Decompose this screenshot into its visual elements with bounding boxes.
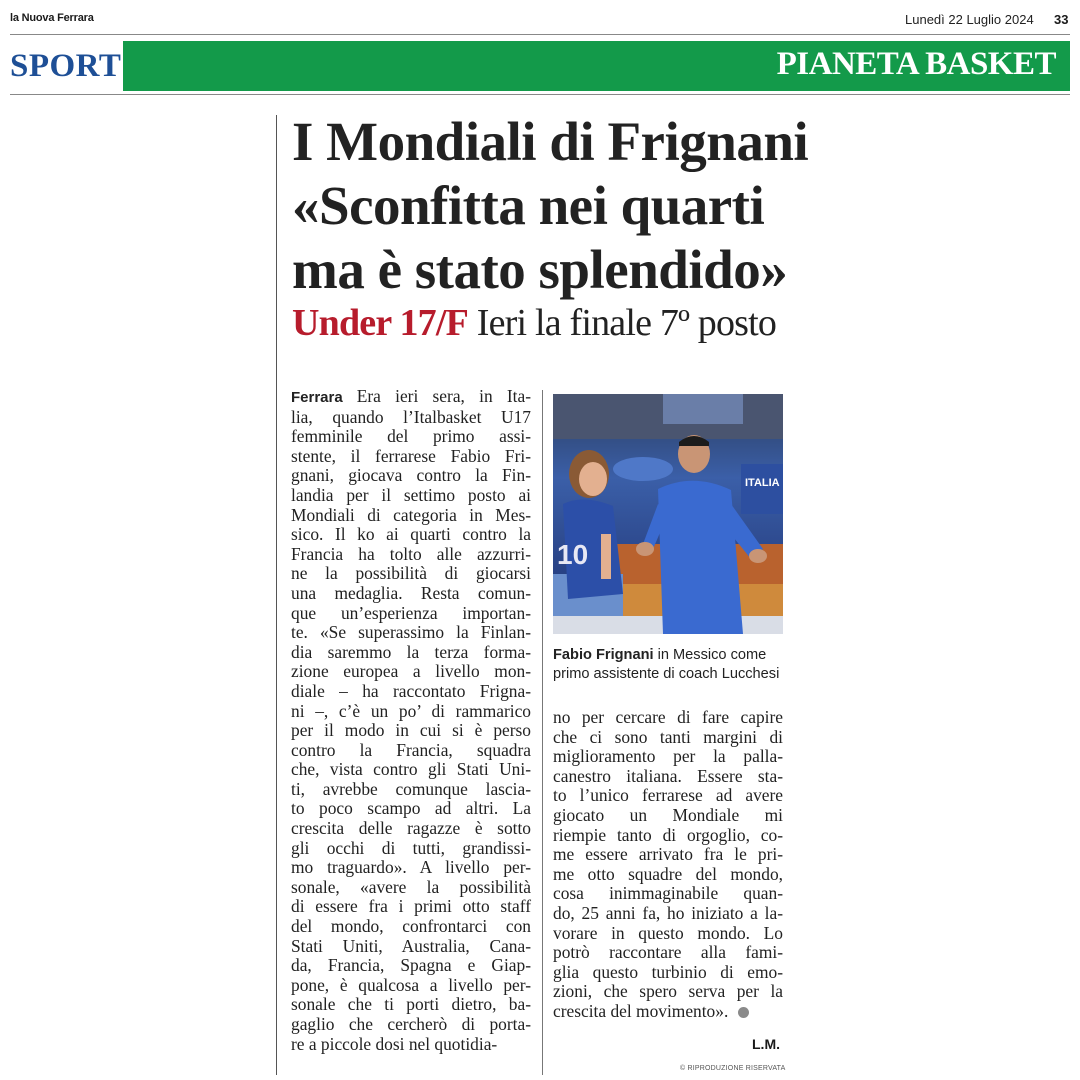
article-line: crescita del movimento». xyxy=(553,1002,783,1022)
article-line: lia, quando l’Italbasket U17 xyxy=(291,406,531,427)
article-line: contro la Francia, squadra xyxy=(291,739,531,760)
article-line: gli occhi di tutti, grandissi- xyxy=(291,837,531,858)
article-line: pone, è qualcosa a livello per- xyxy=(291,974,531,995)
article-line: glia questo turbinio di emo- xyxy=(553,961,783,982)
article-line: femminile del primo assi- xyxy=(291,426,531,447)
article-line: ne la possibilità di giocarsi xyxy=(291,563,531,584)
left-column-rule xyxy=(276,115,277,1075)
page-number: 33 xyxy=(1054,12,1069,27)
masthead: la Nuova Ferrara xyxy=(10,12,94,24)
band-title: PIANETA BASKET xyxy=(776,46,1056,82)
article-line: mo traguardo». A livello per- xyxy=(291,857,531,878)
article-line: per il modo in cui si è perso xyxy=(291,720,531,741)
caption-line: primo assistente di coach Lucchesi xyxy=(553,666,780,682)
article-line: che, vista contro gli Stati Uni- xyxy=(291,759,531,780)
article-line: potrò raccontare alla fami- xyxy=(553,942,783,963)
author-signature: L.M. xyxy=(752,1036,780,1052)
article-column-1 xyxy=(291,387,531,1054)
article-line: zioni, che spero serva per la xyxy=(553,981,783,1002)
article-line: me otto squadre del mondo, xyxy=(553,863,783,884)
article-line: do, 25 anni fa, ho iniziato a la- xyxy=(553,902,783,923)
article-line: che ci sono tanti margini di xyxy=(553,726,783,747)
jersey-text: ITALIA xyxy=(745,477,780,489)
article-line: del mondo, confrontarci con xyxy=(291,916,531,937)
article-line: crescita delle ragazze è sotto xyxy=(291,818,531,839)
middle-column-rule xyxy=(542,390,543,1075)
lead-word: Ferrara xyxy=(291,389,357,406)
caption-text: in Messico come xyxy=(657,647,767,663)
article-line: una medaglia. Resta comun- xyxy=(291,582,531,603)
article-line: ni –, c’è un po’ di rammarico xyxy=(291,700,531,721)
article-photo xyxy=(553,394,783,634)
article-line: dia saremmo la terza forma- xyxy=(291,641,531,662)
headline xyxy=(292,110,809,302)
article-line: sonale, «avere la possibilità xyxy=(291,876,531,897)
issue-date: Lunedì 22 Luglio 2024 xyxy=(905,12,1034,27)
caption-name: Fabio Frignani xyxy=(553,647,654,663)
article-line: sico. Il ko ai quarti contro la xyxy=(291,524,531,545)
article-line: gaglio che cercherò di porta- xyxy=(291,1014,531,1034)
photo-caption xyxy=(553,646,788,684)
article-line: stente, il ferrarese Fabio Fri- xyxy=(291,445,531,466)
article-line: di essere fra i primi otto staff xyxy=(291,896,531,917)
header-bottom-rule xyxy=(10,94,1070,95)
subhead-highlight: Under 17/F xyxy=(292,302,469,344)
article-line: cosa inimmaginabile quan- xyxy=(553,883,783,904)
article-line: sonale che ti porti dietro, ba- xyxy=(291,994,531,1015)
subhead-text: Ieri la finale 7º posto xyxy=(476,302,777,344)
article-line: ti, avrebbe comunque lascia- xyxy=(291,778,531,799)
article-line: to l’unico ferrarese ad avere xyxy=(553,785,783,806)
article-line: giocato un Mondiale mi xyxy=(553,804,783,825)
article-line: to poco scampo ad altri. La xyxy=(291,798,531,819)
article-line: re a piccole dosi nel quotidia- xyxy=(291,1033,498,1054)
article-line: te. «Se superassimo la Finlan- xyxy=(291,622,531,643)
subheadline xyxy=(292,301,776,345)
player-number: 10 xyxy=(557,539,589,570)
article-line: riempie tanto di orgoglio, co- xyxy=(553,824,783,845)
article-line: no per cercare di fare capire xyxy=(553,707,783,727)
article-line: zione europea a livello mon- xyxy=(291,661,531,682)
top-rule xyxy=(10,34,1070,35)
article-line: da, Francia, Spagna e Giap- xyxy=(291,955,531,976)
article-line: Mondiali di categoria in Mes- xyxy=(291,504,531,525)
article-line: Stati Uniti, Australia, Cana- xyxy=(291,935,531,956)
article-line: diale – ha raccontato Frigna- xyxy=(291,680,531,701)
article-line: Ferrara Era ieri sera, in Ita- xyxy=(291,386,532,406)
article-line: Francia ha tolto alle azzurri- xyxy=(291,543,531,564)
headline-line: I Mondiali di Frignani xyxy=(292,111,809,172)
article-line: que un’esperienza importan- xyxy=(291,602,531,623)
article-line: miglioramento per la palla- xyxy=(553,746,783,767)
article-line: canestro italiana. Essere sta- xyxy=(553,765,783,786)
section-label: SPORT xyxy=(10,48,122,84)
article-line: me essere arrivato fra le pri- xyxy=(553,844,783,865)
caption-line xyxy=(553,646,788,665)
article-line: landia per il settimo posto ai xyxy=(291,484,531,505)
headline-line: «Sconfitta nei quarti xyxy=(292,175,765,236)
article-column-2 xyxy=(553,708,783,1022)
article-line: gnani, giocava contro la Fin- xyxy=(291,465,531,486)
copyright-notice: © RIPRODUZIONE RISERVATA xyxy=(680,1065,786,1072)
headline-line: ma è stato splendido» xyxy=(292,239,788,300)
article-line: vorare in questo mondo. Lo xyxy=(553,922,783,943)
photo-illustration xyxy=(553,394,783,634)
section-band xyxy=(123,41,1070,91)
end-of-article-dot-icon xyxy=(738,1007,749,1018)
